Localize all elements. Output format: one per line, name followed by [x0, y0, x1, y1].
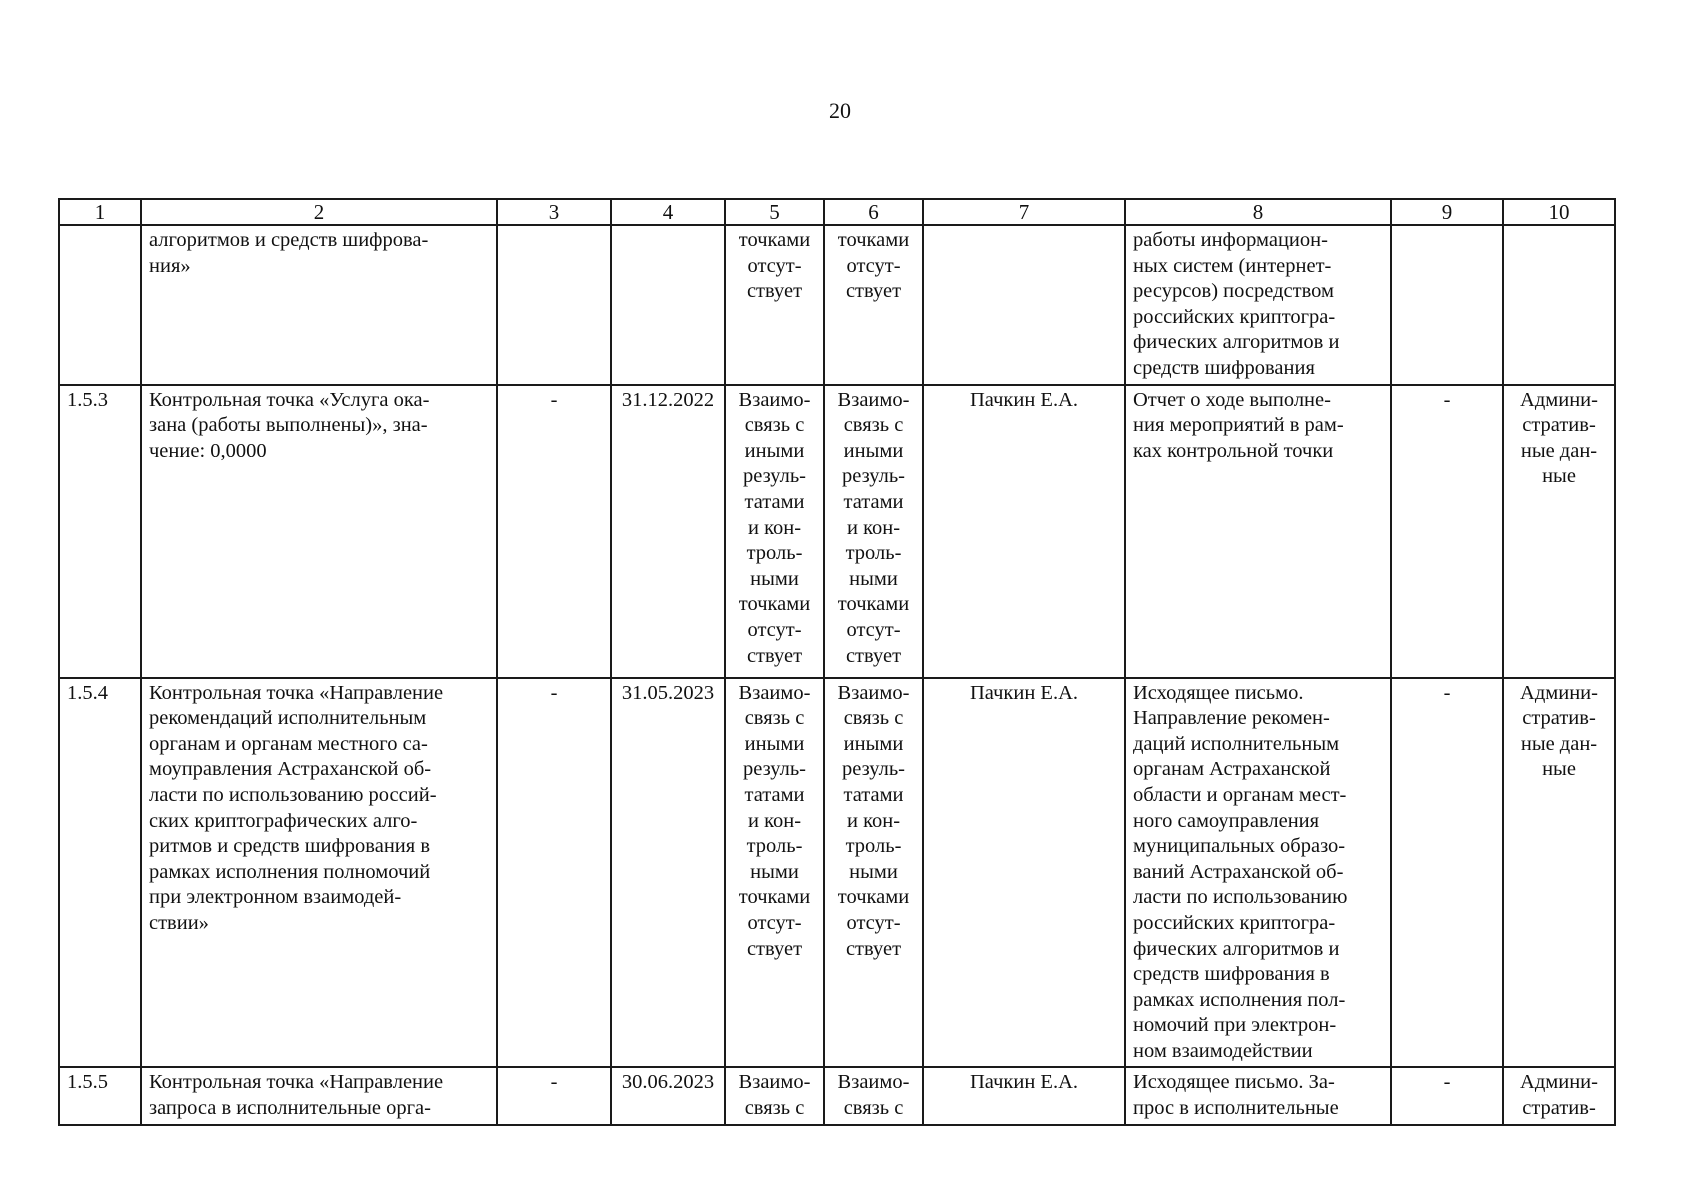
header-cell: 6: [824, 199, 923, 225]
cell-result: Исходящее письмо. За- прос в исполнительные: [1125, 1067, 1391, 1125]
cell-date: [611, 225, 725, 385]
cell-name: Контрольная точка «Услуга ока- зана (работы выполнены)», зна- чение: 0,0000: [141, 385, 497, 678]
header-cell: 10: [1503, 199, 1615, 225]
cell-col5: точками отсут- ствует: [725, 225, 824, 385]
cell-name: алгоритмов и средств шифрова- ния»: [141, 225, 497, 385]
cell-responsible: [923, 225, 1125, 385]
plan-table: [58, 198, 1616, 1126]
cell-col9: -: [1391, 1067, 1503, 1125]
header-cell: 1: [59, 199, 141, 225]
cell-col3: -: [497, 678, 611, 1068]
header-cell: 3: [497, 199, 611, 225]
cell-col9: [1391, 225, 1503, 385]
table-row: [59, 678, 1615, 1068]
cell-date: 31.12.2022: [611, 385, 725, 678]
cell-date: 31.05.2023: [611, 678, 725, 1068]
cell-result: работы информацион- ных систем (интернет- ресурсов) посредством российских криптогра- фических алгоритмов и средств шифрования: [1125, 225, 1391, 385]
header-cell: 2: [141, 199, 497, 225]
header-cell: 8: [1125, 199, 1391, 225]
cell-result: Исходящее письмо. Направление рекомен- даций исполнительным органам Астраханской области и органам мест- ного самоуправления муниципальных образо- ваний Астраханской об- ласти по использованию российских криптогра- фических алгоритмов и средств шифрования в рамках исполнения пол- номочий при электрон- ном взаимодействии: [1125, 678, 1391, 1068]
cell-date: 30.06.2023: [611, 1067, 725, 1125]
cell-name: Контрольная точка «Направление рекомендаций исполнительным органам и органам местного са- моуправления Астраханской об- ласти по использованию россий- ских криптографических алго- ритмов и средств шифрования в рамках исполнения полномочий при электронном взаимодей- ствии»: [141, 678, 497, 1068]
header-cell: 4: [611, 199, 725, 225]
cell-number: [59, 225, 141, 385]
table-row: [59, 385, 1615, 678]
cell-col5: Взаимо- связь с иными резуль- татами и кон- троль- ными точками отсут- ствует: [725, 385, 824, 678]
header-cell: 5: [725, 199, 824, 225]
cell-name: Контрольная точка «Направление запроса в исполнительные орга-: [141, 1067, 497, 1125]
table-header-row: [59, 199, 1615, 225]
cell-source: Админи- стратив- ные дан- ные: [1503, 385, 1615, 678]
cell-col6: Взаимо- связь с: [824, 1067, 923, 1125]
page-number: 20: [829, 98, 851, 123]
cell-responsible: Пачкин Е.А.: [923, 1067, 1125, 1125]
cell-col9: -: [1391, 385, 1503, 678]
cell-col3: -: [497, 1067, 611, 1125]
cell-number: 1.5.5: [59, 1067, 141, 1125]
table-row: [59, 225, 1615, 385]
header-cell: 9: [1391, 199, 1503, 225]
cell-responsible: Пачкин Е.А.: [923, 385, 1125, 678]
cell-source: Админи- стратив- ные дан- ные: [1503, 678, 1615, 1068]
cell-col5: Взаимо- связь с: [725, 1067, 824, 1125]
cell-source: Админи- стратив-: [1503, 1067, 1615, 1125]
cell-col6: Взаимо- связь с иными резуль- татами и кон- троль- ными точками отсут- ствует: [824, 678, 923, 1068]
cell-number: 1.5.3: [59, 385, 141, 678]
cell-number: 1.5.4: [59, 678, 141, 1068]
cell-col6: точками отсут- ствует: [824, 225, 923, 385]
cell-col6: Взаимо- связь с иными резуль- татами и кон- троль- ными точками отсут- ствует: [824, 385, 923, 678]
table-row: [59, 1067, 1615, 1125]
cell-col5: Взаимо- связь с иными резуль- татами и кон- троль- ными точками отсут- ствует: [725, 678, 824, 1068]
cell-col3: -: [497, 385, 611, 678]
cell-result: Отчет о ходе выполне- ния мероприятий в рам- ках контрольной точки: [1125, 385, 1391, 678]
header-cell: 7: [923, 199, 1125, 225]
cell-col9: -: [1391, 678, 1503, 1068]
cell-col3: [497, 225, 611, 385]
cell-responsible: Пачкин Е.А.: [923, 678, 1125, 1068]
cell-source: [1503, 225, 1615, 385]
